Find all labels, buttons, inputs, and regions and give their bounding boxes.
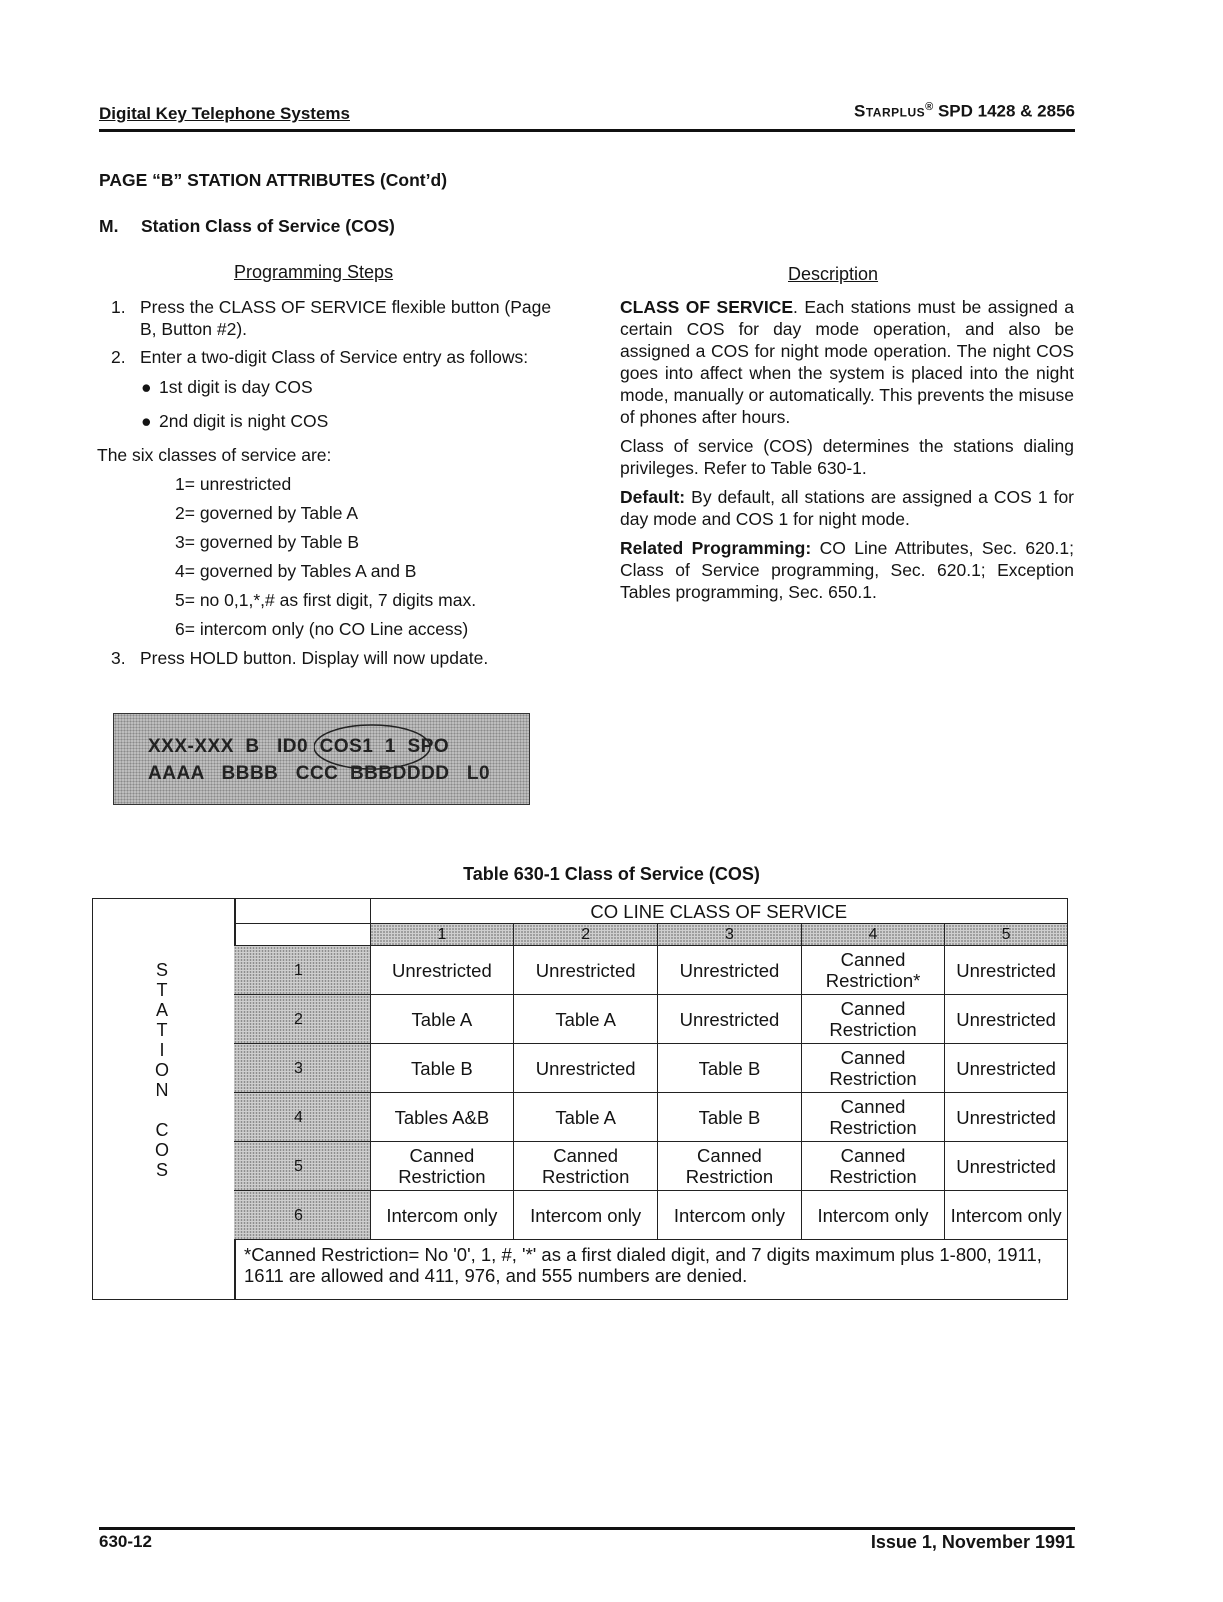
table-cell: Table B xyxy=(658,1044,802,1093)
side-letter xyxy=(152,1100,172,1120)
step-text: Enter a two-digit Class of Service entry as follows: xyxy=(140,347,529,367)
description-para-2: Class of service (COS) determines the stations dialing privileges. Refer to Table 630-1. xyxy=(620,436,1074,478)
table-footnote: *Canned Restriction= No '0', 1, #, '*' as a first dialed digit, and 7 digits maximum plus 1-800, 1911, 1611 are allowed and 411, 976, and 555 numbers are denied. xyxy=(234,1240,1068,1291)
bullet-text: 1st digit is day COS xyxy=(159,377,313,397)
page-number: 630-12 xyxy=(99,1532,152,1551)
table-cell: Unrestricted xyxy=(945,1142,1068,1191)
row-header: 4 xyxy=(234,1093,370,1142)
class-item: 3= governed by Table B xyxy=(175,532,360,552)
side-letter: S xyxy=(155,960,168,980)
description-related: Related Programming: CO Line Attributes, Sec. 620.1; Class of Service programming, Sec. 620.1; Exception Tables programming, Sec. 650.1. xyxy=(620,538,1074,602)
model-name: SPD 1428 & 2856 xyxy=(933,101,1075,121)
bullet-text: 2nd digit is night COS xyxy=(159,411,329,431)
table-cell: Table B xyxy=(658,1093,802,1142)
column-header: 4 xyxy=(801,924,944,946)
bullet-night xyxy=(97,410,567,432)
subsection-label: M. xyxy=(99,216,119,236)
classes-intro: The six classes of service are: xyxy=(97,445,332,465)
table-corner xyxy=(234,899,370,924)
lcd-line-1: XXX-XXX B ID0 COS1 1 SPO xyxy=(148,736,450,757)
page-header xyxy=(99,101,1075,132)
table-cell: Canned Restriction* xyxy=(801,946,944,995)
table-cell: Intercom only xyxy=(945,1191,1068,1240)
table-cell: Table A xyxy=(514,1093,658,1142)
table-cell: Canned Restriction xyxy=(514,1142,658,1191)
step-3 xyxy=(97,647,567,669)
class-item: 2= governed by Table A xyxy=(175,503,359,523)
column-header: 2 xyxy=(514,924,658,946)
table-cell: Unrestricted xyxy=(514,1044,658,1093)
table-cell: Unrestricted xyxy=(945,1044,1068,1093)
step-text: Press the CLASS OF SERVICE flexible button (Page B, Button #2). xyxy=(140,297,552,339)
cos-highlight-ellipse xyxy=(314,720,444,776)
subsection-title xyxy=(99,216,395,237)
table-cell: Canned Restriction xyxy=(801,1044,944,1093)
side-letter: A xyxy=(155,1000,168,1020)
table-cell: Unrestricted xyxy=(658,995,802,1044)
table-cell: Canned Restriction xyxy=(801,1093,944,1142)
subsection-text: Station Class of Service (COS) xyxy=(141,216,395,236)
table-cell: Table A xyxy=(370,995,514,1044)
side-letter: I xyxy=(159,1040,165,1060)
header-title: Digital Key Telephone Systems xyxy=(99,104,350,123)
term-related-programming: Related Programming: xyxy=(620,538,812,558)
station-cos-label xyxy=(152,960,172,1180)
footer-rule xyxy=(99,1527,1075,1530)
table-cell: Canned Restriction xyxy=(801,995,944,1044)
side-letter: C xyxy=(155,1120,169,1140)
table-cell: Unrestricted xyxy=(945,995,1068,1044)
table-cell: Table A xyxy=(514,995,658,1044)
row-header: 2 xyxy=(234,995,370,1044)
lcd-line-2: AAAA BBBB CCC BBBDDDD L0 xyxy=(148,763,491,784)
row-header: 3 xyxy=(234,1044,370,1093)
side-letter: T xyxy=(156,1020,168,1040)
side-letter: S xyxy=(155,1160,168,1180)
side-letter: N xyxy=(155,1080,169,1100)
table-cell: Table B xyxy=(370,1044,514,1093)
programming-steps xyxy=(97,296,567,675)
description xyxy=(620,296,1074,610)
table-cell: Unrestricted xyxy=(945,946,1068,995)
table-corner xyxy=(234,924,370,946)
table-row xyxy=(234,946,1068,995)
table-cell: Unrestricted xyxy=(514,946,658,995)
registered-mark: ® xyxy=(925,101,934,113)
table-cell: Canned Restriction xyxy=(370,1142,514,1191)
lcd-display xyxy=(113,713,530,805)
table-row xyxy=(234,1142,1068,1191)
description-para-1: CLASS OF SERVICE. Each stations must be assigned a certain COS for day mode operation, and also be assigned a COS for night mode operation. The night COS goes into affect when the system is placed into the night mode, manually or automatically. This prevents the misuse of phones after hours. xyxy=(620,297,1074,427)
row-header: 1 xyxy=(234,946,370,995)
term-class-of-service: CLASS OF SERVICE xyxy=(620,297,794,317)
table-title: Table 630-1 Class of Service (COS) xyxy=(463,864,760,884)
table-cell: Canned Restriction xyxy=(658,1142,802,1191)
brand-name: Starplus xyxy=(854,101,926,121)
table-cell: Unrestricted xyxy=(945,1093,1068,1142)
class-item: 4= governed by Tables A and B xyxy=(175,561,417,581)
class-item: 6= intercom only (no CO Line access) xyxy=(175,619,469,639)
header-product xyxy=(854,101,1075,122)
bullet-icon: ● xyxy=(141,377,152,397)
programming-steps-heading: Programming Steps xyxy=(234,262,394,282)
side-letter: O xyxy=(154,1140,169,1160)
column-header: 3 xyxy=(658,924,802,946)
issue-date: Issue 1, November 1991 xyxy=(870,1532,1075,1552)
table-row xyxy=(234,1093,1068,1142)
table-row xyxy=(234,1044,1068,1093)
step-number: 2. xyxy=(111,347,126,367)
cos-table xyxy=(234,898,1068,1290)
side-letter: O xyxy=(154,1060,169,1080)
table-cell: Canned Restriction xyxy=(801,1142,944,1191)
section-title: PAGE “B” STATION ATTRIBUTES (Cont’d) xyxy=(99,170,448,190)
row-header: 6 xyxy=(234,1191,370,1240)
table-cell: Unrestricted xyxy=(658,946,802,995)
bullet-day xyxy=(97,376,567,398)
description-heading: Description xyxy=(788,264,879,284)
bullet-icon: ● xyxy=(141,411,152,431)
step-1 xyxy=(97,296,567,340)
step-2 xyxy=(97,346,567,368)
description-default: Default: By default, all stations are assigned a COS 1 for day mode and COS 1 for night mode. xyxy=(620,487,1074,529)
class-item: 5= no 0,1,*,# as first digit, 7 digits max. xyxy=(175,590,477,610)
class-item: 1= unrestricted xyxy=(175,474,292,494)
column-header: 1 xyxy=(370,924,514,946)
co-line-header: CO LINE CLASS OF SERVICE xyxy=(370,899,1068,924)
table-row xyxy=(234,995,1068,1044)
table-cell: Intercom only xyxy=(514,1191,658,1240)
side-letter: T xyxy=(156,980,168,1000)
table-cell: Tables A&B xyxy=(370,1093,514,1142)
row-header: 5 xyxy=(234,1142,370,1191)
table-cell: Intercom only xyxy=(658,1191,802,1240)
step-text: Press HOLD button. Display will now update. xyxy=(140,648,489,668)
term-default: Default: xyxy=(620,487,686,507)
step-number: 1. xyxy=(111,297,126,317)
table-cell: Intercom only xyxy=(801,1191,944,1240)
table-cell: Intercom only xyxy=(370,1191,514,1240)
table-row xyxy=(234,1191,1068,1240)
table-cell: Unrestricted xyxy=(370,946,514,995)
step-number: 3. xyxy=(111,648,126,668)
column-header: 5 xyxy=(945,924,1068,946)
